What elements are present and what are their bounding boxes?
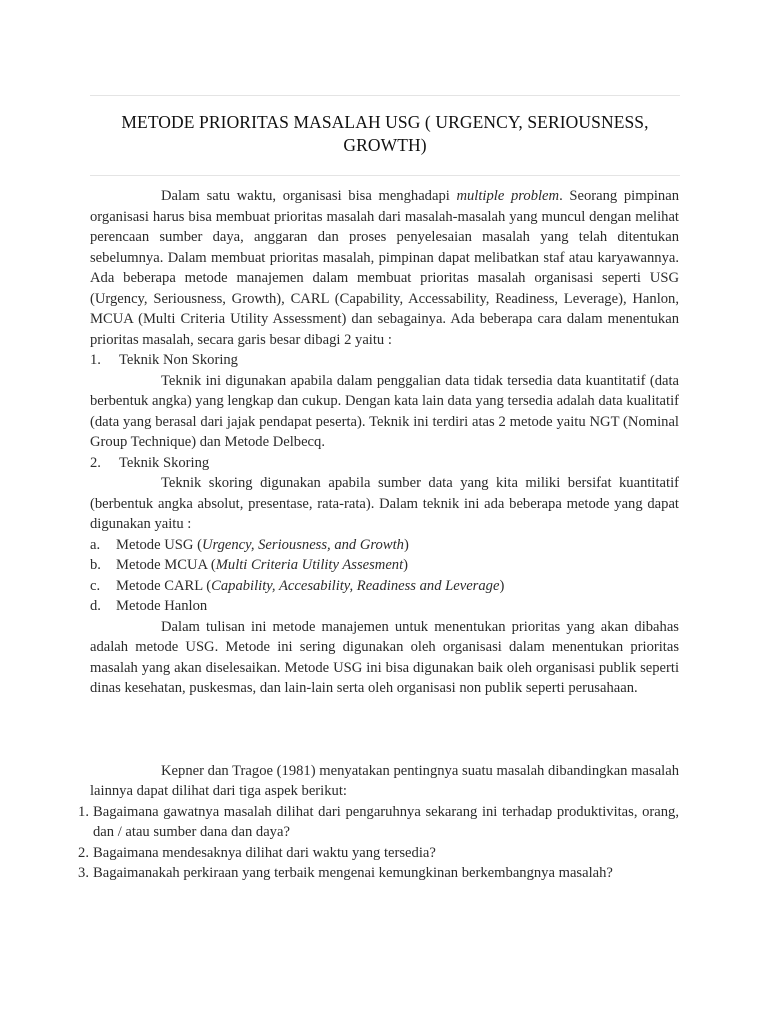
- section-spacer: [90, 699, 679, 761]
- method-item: [90, 596, 679, 617]
- aspect-text: Bagaimana mendesaknya dilihat dari waktu yang tersedia?: [93, 844, 436, 861]
- document-title: METODE PRIORITAS MASALAH USG ( URGENCY, SERIOUSNESS, GROWTH): [121, 112, 649, 155]
- method-name: Metode Hanlon: [116, 598, 208, 614]
- method-italic: Capability, Accesability, Readiness and Leverage: [211, 577, 500, 594]
- method-close: ): [403, 557, 409, 573]
- method-letter: b.: [90, 557, 101, 573]
- method-name: Metode CARL (: [116, 577, 212, 594]
- method-name: Metode USG (: [116, 536, 202, 553]
- technique-2-title: Teknik Skoring: [119, 454, 210, 471]
- aspect-text: Bagaimana gawatnya masalah dilihat dari pengaruhnya sekarang ini terhadap produktivitas, orang, dan / atau sumber dana dan daya?: [93, 803, 679, 840]
- aspect-number: 2.: [78, 844, 89, 861]
- method-item: [90, 535, 679, 556]
- technique-1-heading: [90, 350, 679, 371]
- technique-1-number: 1.: [90, 352, 101, 368]
- intro-text-start: Dalam satu waktu, organisasi bisa menghadapi: [161, 188, 457, 204]
- method-italic: Multi Criteria Utility Assesment: [215, 557, 404, 573]
- method-close: ): [499, 577, 505, 594]
- method-item: [90, 576, 679, 597]
- intro-paragraph: [90, 186, 679, 350]
- aspect-item: [78, 843, 679, 864]
- title-divider: [90, 175, 680, 176]
- technique-1-paragraph: Teknik ini digunakan apabila dalam penggalian data tidak tersedia data kuantitatif (data berbentuk angka) yang lengkap dan cukup. Dengan kata lain data yang tersedia adalah data kualitatif (data yang berasal dari jajak pendapat peserta). Teknik ini terdiri atas 2 metode yaitu NGT (Nominal Group Technique) dan Metode Delbecq.: [90, 372, 679, 450]
- method-close: ): [403, 536, 409, 553]
- usg-paragraph: Dalam tulisan ini metode manajemen untuk menentukan prioritas yang akan dibahas adalah metode USG. Metode ini sering digunakan oleh organisasi dalam menentukan prioritas masalah yang akan diselesaikan. Metode USG ini bisa digunakan baik oleh organisasi publik seperti dinas kesehatan, puskesmas, dan lain-lain serta oleh organisasi non publik seperti perusahaan.: [90, 618, 679, 696]
- document-body: [78, 186, 680, 884]
- method-item: [90, 555, 679, 576]
- top-divider: [90, 95, 680, 96]
- aspect-item: [78, 863, 679, 884]
- method-letter: d.: [90, 598, 101, 614]
- technique-2-number: 2.: [90, 454, 101, 471]
- method-letter: a.: [90, 536, 101, 553]
- aspect-text: Bagaimanakah perkiraan yang terbaik mengenai kemungkinan berkembangnya masalah?: [93, 865, 613, 881]
- technique-2-paragraph: Teknik skoring digunakan apabila sumber data yang kita miliki bersifat kuantitatif (berbentuk angka absolut, presentase, rata-rata). Dalam teknik ini ada beberapa metode yang dapat digunakan yaitu :: [90, 475, 679, 532]
- method-italic: Urgency, Seriousness, and Growth: [201, 536, 404, 553]
- technique-2-heading: [90, 453, 679, 474]
- intro-italic-term: multiple problem: [456, 188, 560, 204]
- aspect-item: [78, 802, 679, 843]
- method-letter: c.: [90, 577, 101, 594]
- method-name: Metode MCUA (: [116, 557, 216, 573]
- aspect-number: 3.: [78, 865, 89, 881]
- technique-1-title: Teknik Non Skoring: [119, 352, 238, 368]
- intro-text-end: . Seorang pimpinan organisasi harus bisa membuat prioritas masalah dari masalah-masalah yang muncul dengan melihat perencaan sumber daya, anggaran dan proses penyelesaian masalah yang telah ditentukan sebelumnya. Dalam membuat prioritas masalah, pimpinan dapat melibatkan staf atau karyawannya. Ada beberapa metode manajemen dalam membuat prioritas masalah organisasi seperti USG (Urgency, Seriousness, Growth), CARL (Capability, Accessability, Readiness, Leverage), Hanlon, MCUA (Multi Criteria Utility Assessment) dan sebagainya. Ada beberapa cara dalam menentukan prioritas masalah, secara garis besar dibagi 2 yaitu :: [90, 188, 680, 348]
- kepner-paragraph: Kepner dan Tragoe (1981) menyatakan pentingnya suatu masalah dibandingkan masalah lainnya dapat dilihat dari tiga aspek berikut:: [90, 762, 679, 799]
- aspect-number: 1.: [78, 803, 89, 820]
